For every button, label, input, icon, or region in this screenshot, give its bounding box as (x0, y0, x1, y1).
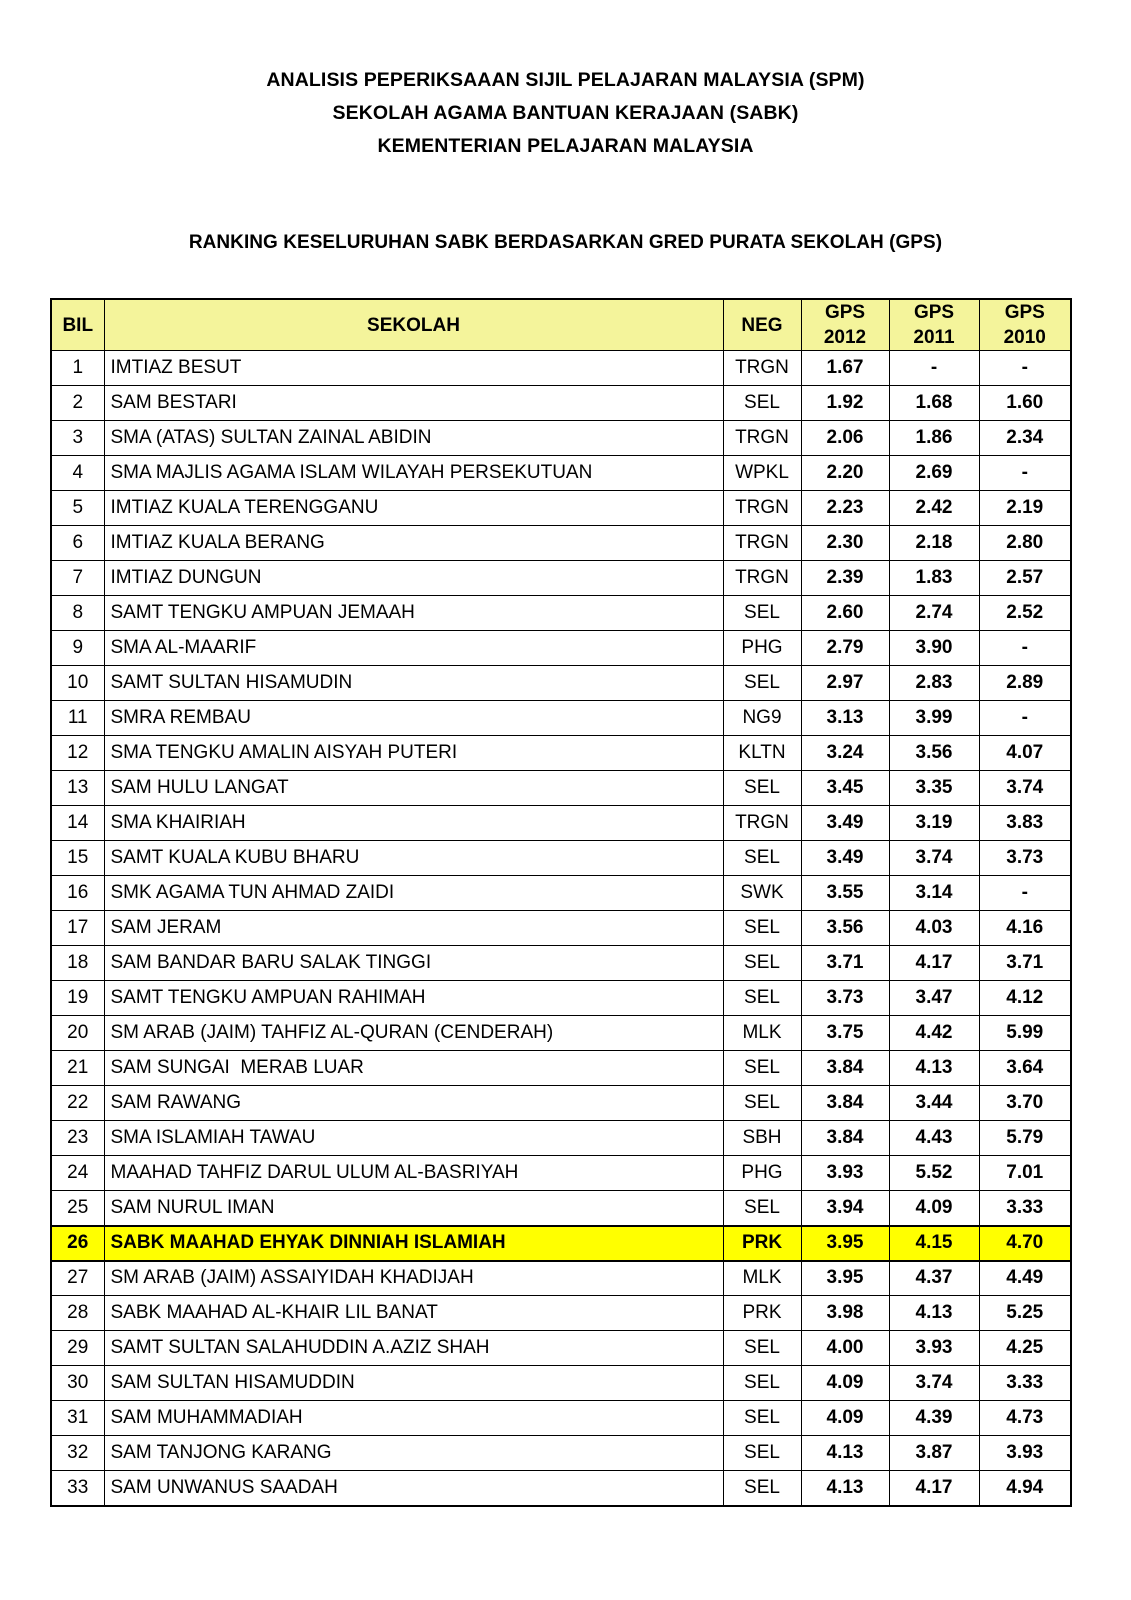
cell-bil: 28 (51, 1296, 104, 1331)
cell-bil: 32 (51, 1436, 104, 1471)
cell-neg: SEL (723, 841, 801, 876)
cell-bil: 9 (51, 631, 104, 666)
cell-gps-2012: 4.00 (801, 1331, 889, 1366)
cell-bil: 3 (51, 421, 104, 456)
cell-gps-2012: 3.71 (801, 946, 889, 981)
cell-neg: WPKL (723, 456, 801, 491)
cell-sekolah: IMTIAZ BESUT (104, 351, 723, 386)
table-row (51, 1436, 1071, 1471)
table-row (51, 526, 1071, 561)
cell-gps-2010: 2.19 (979, 491, 1071, 526)
cell-neg: SWK (723, 876, 801, 911)
cell-gps-2011: 4.42 (889, 1016, 979, 1051)
cell-gps-2010: 5.25 (979, 1296, 1071, 1331)
table-row (51, 1051, 1071, 1086)
cell-gps-2012: 4.13 (801, 1471, 889, 1506)
cell-neg: PHG (723, 1156, 801, 1191)
cell-gps-2012: 2.20 (801, 456, 889, 491)
table-row (51, 1191, 1071, 1226)
table-row (51, 1261, 1071, 1296)
cell-sekolah: SMA (ATAS) SULTAN ZAINAL ABIDIN (104, 421, 723, 456)
cell-sekolah: SAM NURUL IMAN (104, 1191, 723, 1226)
cell-gps-2011: 4.03 (889, 911, 979, 946)
cell-gps-2011: 3.87 (889, 1436, 979, 1471)
cell-gps-2010: 4.94 (979, 1471, 1071, 1506)
cell-neg: PRK (723, 1226, 801, 1261)
cell-gps-2010: 4.07 (979, 736, 1071, 771)
cell-sekolah: SAM SUNGAI MERAB LUAR (104, 1051, 723, 1086)
cell-sekolah: IMTIAZ DUNGUN (104, 561, 723, 596)
cell-gps-2011: 3.93 (889, 1331, 979, 1366)
cell-sekolah: SAM HULU LANGAT (104, 771, 723, 806)
cell-gps-2011: 2.69 (889, 456, 979, 491)
gps-2010-year: 2010 (1003, 327, 1046, 348)
cell-sekolah: SM ARAB (JAIM) ASSAIYIDAH KHADIJAH (104, 1261, 723, 1296)
cell-gps-2010: 3.83 (979, 806, 1071, 841)
cell-sekolah: SAM TANJONG KARANG (104, 1436, 723, 1471)
document-subtitle-block (0, 163, 1131, 254)
cell-bil: 8 (51, 596, 104, 631)
title-line-1: ANALISIS PEPERIKSAAAN SIJIL PELAJARAN MALAYSIA (SPM) (266, 69, 865, 91)
cell-sekolah: SAMT KUALA KUBU BHARU (104, 841, 723, 876)
cell-gps-2011: 2.42 (889, 491, 979, 526)
cell-gps-2012: 3.49 (801, 841, 889, 876)
cell-neg: TRGN (723, 561, 801, 596)
cell-gps-2012: 3.84 (801, 1051, 889, 1086)
cell-bil: 18 (51, 946, 104, 981)
cell-neg: SEL (723, 386, 801, 421)
cell-gps-2012: 3.95 (801, 1261, 889, 1296)
column-header-gps-2012 (801, 299, 889, 351)
cell-bil: 16 (51, 876, 104, 911)
cell-gps-2011: 2.18 (889, 526, 979, 561)
cell-gps-2012: 3.56 (801, 911, 889, 946)
cell-gps-2011: 3.47 (889, 981, 979, 1016)
cell-sekolah: SAMT TENGKU AMPUAN RAHIMAH (104, 981, 723, 1016)
cell-bil: 19 (51, 981, 104, 1016)
cell-gps-2010: 2.34 (979, 421, 1071, 456)
cell-bil: 11 (51, 701, 104, 736)
cell-gps-2010: 2.80 (979, 526, 1071, 561)
column-header-bil: BIL (51, 299, 104, 351)
cell-bil: 26 (51, 1226, 104, 1261)
ranking-subtitle: RANKING KESELURUHAN SABK BERDASARKAN GRED PURATA SEKOLAH (GPS) (188, 232, 943, 253)
cell-gps-2012: 3.13 (801, 701, 889, 736)
cell-gps-2010: 2.57 (979, 561, 1071, 596)
cell-gps-2010: - (979, 876, 1071, 911)
cell-sekolah: SABK MAAHAD EHYAK DINNIAH ISLAMIAH (104, 1226, 723, 1261)
ranking-table-container (50, 298, 1070, 1507)
cell-gps-2012: 3.94 (801, 1191, 889, 1226)
cell-gps-2011: 3.74 (889, 841, 979, 876)
cell-gps-2012: 3.45 (801, 771, 889, 806)
cell-gps-2011: 4.17 (889, 1471, 979, 1506)
table-row (51, 666, 1071, 701)
cell-gps-2012: 2.06 (801, 421, 889, 456)
cell-bil: 4 (51, 456, 104, 491)
cell-bil: 1 (51, 351, 104, 386)
cell-gps-2010: 2.52 (979, 596, 1071, 631)
ranking-table (50, 298, 1072, 1507)
column-header-neg: NEG (723, 299, 801, 351)
cell-neg: TRGN (723, 806, 801, 841)
cell-bil: 15 (51, 841, 104, 876)
cell-gps-2010: - (979, 351, 1071, 386)
cell-bil: 25 (51, 1191, 104, 1226)
cell-gps-2010: 3.64 (979, 1051, 1071, 1086)
cell-gps-2012: 3.73 (801, 981, 889, 1016)
cell-gps-2012: 4.09 (801, 1366, 889, 1401)
cell-gps-2012: 3.55 (801, 876, 889, 911)
cell-gps-2011: 4.43 (889, 1121, 979, 1156)
gps-2012-year: 2012 (823, 327, 867, 348)
cell-sekolah: SAM BESTARI (104, 386, 723, 421)
table-row (51, 946, 1071, 981)
table-row (51, 561, 1071, 596)
gps-2011-label: GPS (913, 302, 955, 323)
cell-neg: SBH (723, 1121, 801, 1156)
cell-gps-2012: 3.93 (801, 1156, 889, 1191)
column-header-sekolah: SEKOLAH (104, 299, 723, 351)
cell-bil: 7 (51, 561, 104, 596)
cell-gps-2012: 2.60 (801, 596, 889, 631)
cell-gps-2012: 3.75 (801, 1016, 889, 1051)
cell-bil: 12 (51, 736, 104, 771)
table-header-row (51, 299, 1071, 351)
cell-sekolah: SMA KHAIRIAH (104, 806, 723, 841)
cell-bil: 33 (51, 1471, 104, 1506)
cell-gps-2012: 2.97 (801, 666, 889, 701)
cell-neg: SEL (723, 771, 801, 806)
cell-gps-2012: 2.39 (801, 561, 889, 596)
table-row (51, 841, 1071, 876)
cell-sekolah: SMK AGAMA TUN AHMAD ZAIDI (104, 876, 723, 911)
table-row (51, 981, 1071, 1016)
cell-neg: TRGN (723, 526, 801, 561)
cell-gps-2011: 4.09 (889, 1191, 979, 1226)
table-row (51, 1401, 1071, 1436)
cell-sekolah: SM ARAB (JAIM) TAHFIZ AL-QURAN (CENDERAH) (104, 1016, 723, 1051)
cell-gps-2012: 1.67 (801, 351, 889, 386)
table-row (51, 1086, 1071, 1121)
cell-gps-2011: 4.39 (889, 1401, 979, 1436)
cell-bil: 23 (51, 1121, 104, 1156)
cell-gps-2011: 4.37 (889, 1261, 979, 1296)
table-header (51, 299, 1071, 351)
cell-gps-2011: 3.35 (889, 771, 979, 806)
cell-neg: SEL (723, 911, 801, 946)
table-row (51, 351, 1071, 386)
table-row (51, 701, 1071, 736)
table-row (51, 596, 1071, 631)
cell-gps-2011: 3.19 (889, 806, 979, 841)
cell-gps-2010: 7.01 (979, 1156, 1071, 1191)
cell-neg: PHG (723, 631, 801, 666)
cell-neg: TRGN (723, 351, 801, 386)
cell-gps-2012: 2.23 (801, 491, 889, 526)
cell-gps-2011: 5.52 (889, 1156, 979, 1191)
cell-gps-2011: 2.74 (889, 596, 979, 631)
cell-gps-2010: 3.33 (979, 1366, 1071, 1401)
cell-gps-2012: 3.84 (801, 1086, 889, 1121)
table-row (51, 491, 1071, 526)
cell-gps-2012: 4.13 (801, 1436, 889, 1471)
cell-bil: 30 (51, 1366, 104, 1401)
cell-gps-2011: 1.86 (889, 421, 979, 456)
cell-bil: 29 (51, 1331, 104, 1366)
cell-neg: SEL (723, 666, 801, 701)
cell-gps-2012: 2.79 (801, 631, 889, 666)
cell-neg: SEL (723, 1436, 801, 1471)
cell-neg: SEL (723, 1051, 801, 1086)
cell-gps-2012: 2.30 (801, 526, 889, 561)
cell-gps-2011: 3.74 (889, 1366, 979, 1401)
table-row (51, 911, 1071, 946)
cell-gps-2010: 1.60 (979, 386, 1071, 421)
cell-sekolah: SAM JERAM (104, 911, 723, 946)
cell-gps-2010: 4.73 (979, 1401, 1071, 1436)
table-row (51, 876, 1071, 911)
cell-gps-2010: 4.49 (979, 1261, 1071, 1296)
cell-gps-2010: 3.93 (979, 1436, 1071, 1471)
cell-sekolah: SMA AL-MAARIF (104, 631, 723, 666)
cell-sekolah: SMA MAJLIS AGAMA ISLAM WILAYAH PERSEKUTUAN (104, 456, 723, 491)
table-row (51, 631, 1071, 666)
cell-neg: SEL (723, 1086, 801, 1121)
cell-sekolah: SAMT TENGKU AMPUAN JEMAAH (104, 596, 723, 631)
cell-neg: TRGN (723, 421, 801, 456)
table-row (51, 421, 1071, 456)
cell-gps-2010: 3.74 (979, 771, 1071, 806)
cell-bil: 22 (51, 1086, 104, 1121)
table-row (51, 1121, 1071, 1156)
cell-gps-2010: 3.33 (979, 1191, 1071, 1226)
cell-gps-2011: 4.17 (889, 946, 979, 981)
cell-sekolah: SMA TENGKU AMALIN AISYAH PUTERI (104, 736, 723, 771)
cell-sekolah: SAM MUHAMMADIAH (104, 1401, 723, 1436)
table-row (51, 1471, 1071, 1506)
table-row (51, 456, 1071, 491)
cell-sekolah: SAM UNWANUS SAADAH (104, 1471, 723, 1506)
cell-gps-2011: 1.68 (889, 386, 979, 421)
cell-neg: SEL (723, 596, 801, 631)
cell-neg: SEL (723, 1401, 801, 1436)
cell-sekolah: SAMT SULTAN HISAMUDIN (104, 666, 723, 701)
table-row (51, 806, 1071, 841)
cell-sekolah: SABK MAAHAD AL-KHAIR LIL BANAT (104, 1296, 723, 1331)
cell-gps-2010: 3.71 (979, 946, 1071, 981)
cell-bil: 21 (51, 1051, 104, 1086)
cell-bil: 17 (51, 911, 104, 946)
title-line-2: SEKOLAH AGAMA BANTUAN KERAJAAN (SABK) (332, 102, 799, 124)
cell-bil: 6 (51, 526, 104, 561)
cell-gps-2010: 3.70 (979, 1086, 1071, 1121)
cell-sekolah: SAM SULTAN HISAMUDDIN (104, 1366, 723, 1401)
cell-gps-2011: 3.99 (889, 701, 979, 736)
table-row (51, 1331, 1071, 1366)
cell-gps-2010: 5.79 (979, 1121, 1071, 1156)
gps-2010-label: GPS (1004, 302, 1045, 323)
cell-bil: 27 (51, 1261, 104, 1296)
cell-gps-2010: 4.12 (979, 981, 1071, 1016)
cell-bil: 10 (51, 666, 104, 701)
cell-gps-2012: 3.84 (801, 1121, 889, 1156)
cell-bil: 13 (51, 771, 104, 806)
cell-gps-2011: 3.56 (889, 736, 979, 771)
cell-sekolah: SAM BANDAR BARU SALAK TINGGI (104, 946, 723, 981)
table-row (51, 1366, 1071, 1401)
cell-gps-2011: 4.13 (889, 1051, 979, 1086)
cell-bil: 2 (51, 386, 104, 421)
cell-gps-2011: - (889, 351, 979, 386)
cell-neg: MLK (723, 1261, 801, 1296)
cell-bil: 5 (51, 491, 104, 526)
cell-neg: MLK (723, 1016, 801, 1051)
cell-sekolah: SMRA REMBAU (104, 701, 723, 736)
cell-gps-2012: 4.09 (801, 1401, 889, 1436)
cell-bil: 24 (51, 1156, 104, 1191)
cell-neg: NG9 (723, 701, 801, 736)
title-line-3: KEMENTERIAN PELAJARAN MALAYSIA (377, 135, 754, 157)
column-header-gps-2010 (979, 299, 1071, 351)
table-row (51, 386, 1071, 421)
table-row (51, 1156, 1071, 1191)
cell-gps-2012: 3.95 (801, 1226, 889, 1261)
gps-2011-year: 2011 (913, 327, 955, 348)
cell-sekolah: SAMT SULTAN SALAHUDDIN A.AZIZ SHAH (104, 1331, 723, 1366)
table-row (51, 771, 1071, 806)
cell-gps-2012: 3.24 (801, 736, 889, 771)
gps-2012-label: GPS (824, 302, 866, 323)
cell-gps-2011: 1.83 (889, 561, 979, 596)
cell-gps-2010: - (979, 456, 1071, 491)
cell-sekolah: IMTIAZ KUALA TERENGGANU (104, 491, 723, 526)
cell-gps-2010: - (979, 701, 1071, 736)
cell-sekolah: MAAHAD TAHFIZ DARUL ULUM AL-BASRIYAH (104, 1156, 723, 1191)
cell-neg: SEL (723, 1191, 801, 1226)
cell-gps-2011: 4.13 (889, 1296, 979, 1331)
table-body (51, 351, 1071, 1506)
cell-gps-2012: 3.98 (801, 1296, 889, 1331)
cell-gps-2011: 3.14 (889, 876, 979, 911)
cell-neg: PRK (723, 1296, 801, 1331)
cell-gps-2011: 3.44 (889, 1086, 979, 1121)
cell-sekolah: SMA ISLAMIAH TAWAU (104, 1121, 723, 1156)
cell-neg: TRGN (723, 491, 801, 526)
cell-sekolah: IMTIAZ KUALA BERANG (104, 526, 723, 561)
cell-gps-2010: 4.70 (979, 1226, 1071, 1261)
table-row (51, 1016, 1071, 1051)
document-title-block (0, 0, 1131, 163)
cell-neg: SEL (723, 946, 801, 981)
cell-neg: SEL (723, 981, 801, 1016)
table-row (51, 1296, 1071, 1331)
cell-gps-2010: 3.73 (979, 841, 1071, 876)
cell-gps-2010: 2.89 (979, 666, 1071, 701)
cell-gps-2010: 5.99 (979, 1016, 1071, 1051)
cell-gps-2011: 3.90 (889, 631, 979, 666)
cell-bil: 20 (51, 1016, 104, 1051)
cell-bil: 14 (51, 806, 104, 841)
cell-bil: 31 (51, 1401, 104, 1436)
cell-gps-2010: - (979, 631, 1071, 666)
cell-gps-2010: 4.16 (979, 911, 1071, 946)
cell-neg: SEL (723, 1331, 801, 1366)
table-row (51, 1226, 1071, 1261)
cell-neg: SEL (723, 1366, 801, 1401)
cell-gps-2011: 4.15 (889, 1226, 979, 1261)
column-header-gps-2011 (889, 299, 979, 351)
cell-sekolah: SAM RAWANG (104, 1086, 723, 1121)
table-row (51, 736, 1071, 771)
cell-gps-2012: 1.92 (801, 386, 889, 421)
cell-gps-2010: 4.25 (979, 1331, 1071, 1366)
cell-neg: KLTN (723, 736, 801, 771)
cell-neg: SEL (723, 1471, 801, 1506)
cell-gps-2012: 3.49 (801, 806, 889, 841)
cell-gps-2011: 2.83 (889, 666, 979, 701)
